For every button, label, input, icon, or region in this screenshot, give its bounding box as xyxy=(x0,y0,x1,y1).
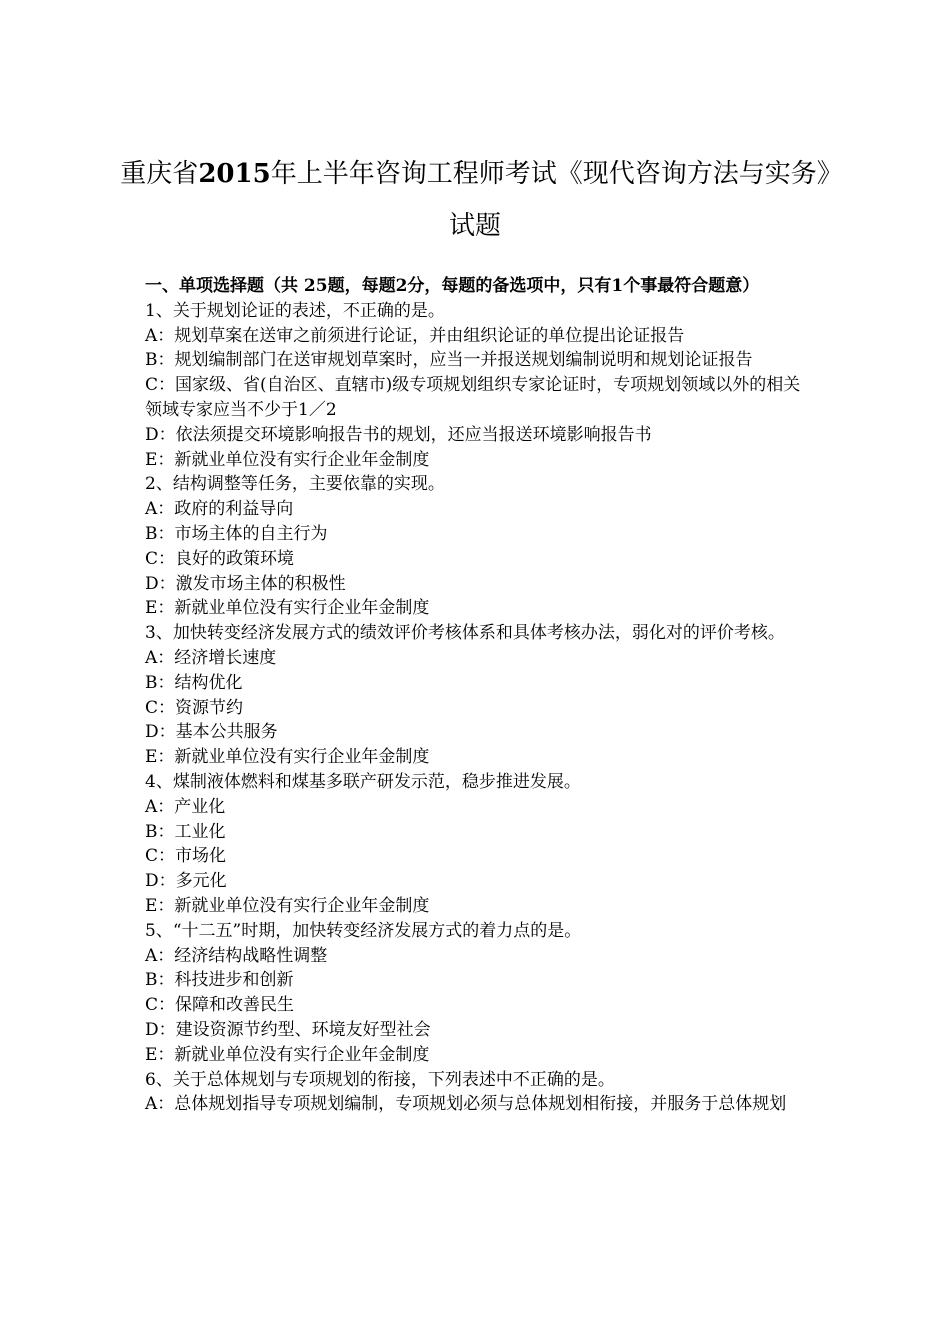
question-1-option-e: E：新就业单位没有实行企业年金制度 xyxy=(145,449,430,470)
question-4-stem: 4、煤制液体燃料和煤基多联产研发示范，稳步推进发展。 xyxy=(145,771,581,792)
question-5-option-e: E：新就业单位没有实行企业年金制度 xyxy=(145,1044,430,1065)
question-5-option-a: A：经济结构战略性调整 xyxy=(145,945,328,966)
question-2-stem: 2、结构调整等任务，主要依靠的实现。 xyxy=(145,474,445,495)
question-5-option-d: D：建设资源节约型、环境友好型社会 xyxy=(145,1019,431,1040)
question-6-stem: 6、关于总体规划与专项规划的衔接，下列表述中不正确的是。 xyxy=(145,1069,615,1090)
question-1-option-a: A：规划草案在送审之前须进行论证，并由组织论证的单位提出论证报告 xyxy=(145,325,685,346)
question-4-option-e: E：新就业单位没有实行企业年金制度 xyxy=(145,895,430,916)
question-3-option-d: D：基本公共服务 xyxy=(145,722,278,743)
question-1-stem: 1、关于规划论证的表述，不正确的是。 xyxy=(145,300,445,321)
question-5-option-b: B：科技进步和创新 xyxy=(145,970,294,991)
question-4-option-b: B：工业化 xyxy=(145,821,226,842)
question-1-option-b: B：规划编制部门在送审规划草案时，应当一并报送规划编制说明和规划论证报告 xyxy=(145,350,753,371)
question-4-option-a: A：产业化 xyxy=(145,796,226,817)
section-heading: 一、单项选择题（共 25题，每题2分，每题的备选项中，只有1个事最符合题意） xyxy=(145,276,760,296)
question-2-option-e: E：新就业单位没有实行企业年金制度 xyxy=(145,598,430,619)
title-part-2: 年上半年咨询工程师考试《现代咨询方法与实务》试题 xyxy=(270,159,830,241)
title-year: 2015 xyxy=(198,159,271,189)
question-2-option-b: B：市场主体的自主行为 xyxy=(145,523,328,544)
question-3-option-c: C：资源节约 xyxy=(145,697,244,718)
document-title xyxy=(120,148,830,252)
question-4-option-d: D：多元化 xyxy=(145,871,227,892)
question-3-option-a: A：经济增长速度 xyxy=(145,647,277,668)
question-4-option-c: C：市场化 xyxy=(145,846,227,867)
question-1-option-d: D：依法须提交环境影响报告书的规划，还应当报送环境影响报告书 xyxy=(145,424,652,445)
question-6-option-a: A：总体规划指导专项规划编制，专项规划必须与总体规划相衔接，并服务于总体规划 xyxy=(145,1094,787,1115)
document-body xyxy=(145,274,815,1117)
question-2-option-d: D：激发市场主体的积极性 xyxy=(145,573,346,594)
question-2-option-a: A：政府的利益导向 xyxy=(145,499,294,520)
question-5-stem: 5、“十二五”时期，加快转变经济发展方式的着力点的是。 xyxy=(145,920,582,941)
question-2-option-c: C：良好的政策环境 xyxy=(145,548,295,569)
question-3-option-e: E：新就业单位没有实行企业年金制度 xyxy=(145,747,430,768)
title-part-1: 重庆省 xyxy=(120,159,199,189)
question-3-option-b: B：结构优化 xyxy=(145,672,243,693)
question-5-option-c: C：保障和改善民生 xyxy=(145,995,295,1016)
question-3-stem: 3、加快转变经济发展方式的绩效评价考核体系和具体考核办法，弱化对的评价考核。 xyxy=(145,623,785,644)
question-1-option-c: C：国家级、省(自治区、直辖市)级专项规划组织专家论证时，专项规划领域以外的相关领域专家应当不少于1／2 xyxy=(145,375,801,420)
